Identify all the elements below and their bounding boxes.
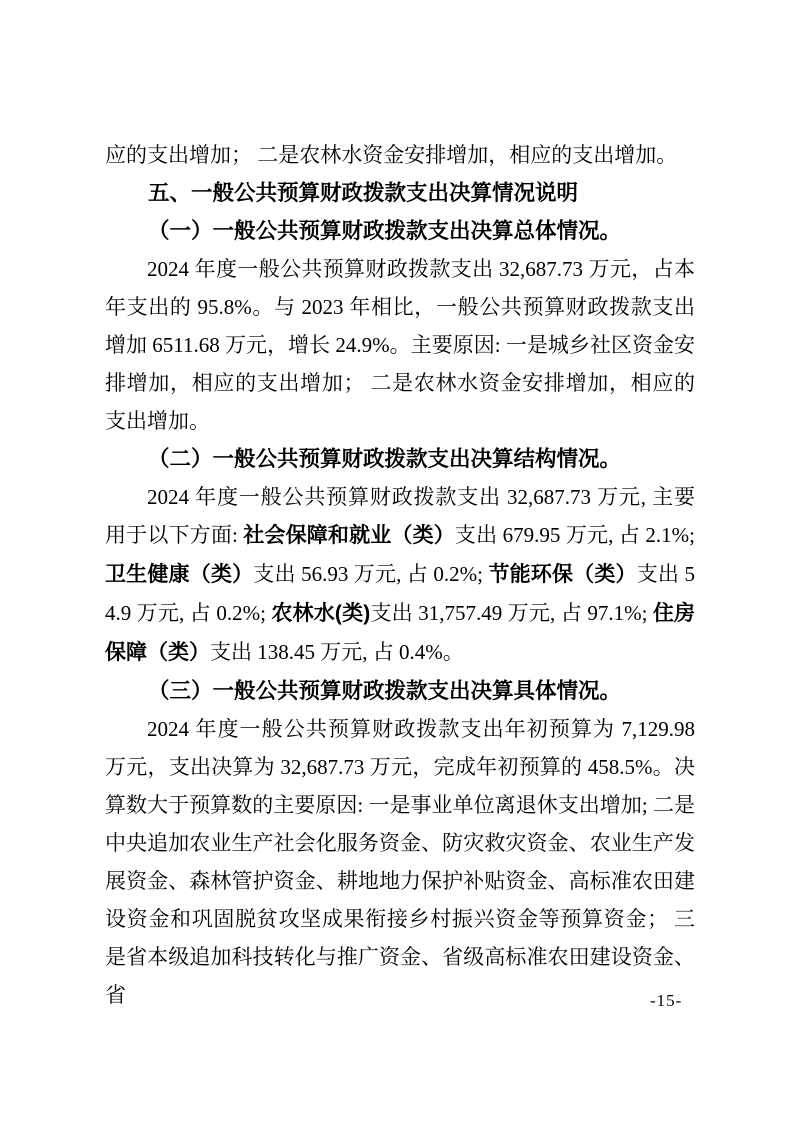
emphasis-text: 五、一般公共预算财政拨款支出决算情况说明	[148, 181, 579, 205]
heading2	[105, 440, 695, 478]
text-run: 支出 31,757.49 万元, 占 97.1%;	[370, 601, 653, 625]
heading2	[105, 672, 695, 710]
emphasis-text: 农林水(类)	[271, 602, 371, 625]
paragraph	[105, 710, 695, 1014]
text-run: 支出 138.45 万元, 占 0.4%。	[210, 640, 464, 664]
text-run: 支出 679.95 万元, 占 2.1%;	[454, 523, 695, 547]
text-run: 2024 年度一般公共预算财政拨款支出年初预算为 7,129.98 万元，支出决算为 32,687.73 万元，完成年初预算的 458.5%。决算数大于预算数的主要原因: 一是事业单位离退休支出增加; 二是中央追加农业生产社会化服务资金、防灾救灾资金、农业生产发展资金、森林管护资金、耕地地力保护补贴资金、高标准农田建设资金和巩固脱贫攻坚成果衔接乡村振兴资金等预算资金； 三是省本级追加科技转化与推广资金、省级高标准农田建设资金、省	[105, 717, 695, 1007]
text-run: 2024 年度一般公共预算财政拨款支出 32,687.73 万元, 主要用于以下方面:	[105, 485, 695, 547]
emphasis-text: 住房保障（类）	[105, 602, 696, 664]
heading1	[105, 174, 695, 212]
emphasis-text: （一）一般公共预算财政拨款支出决算总体情况。	[148, 219, 622, 243]
text-run: 应的支出增加； 二是农林水资金安排增加，相应的支出增加。	[105, 143, 678, 167]
emphasis-text: 卫生健康（类）	[105, 563, 254, 586]
text-run: 支出 54.9 万元, 占 0.2%;	[105, 562, 696, 625]
paragraph	[105, 478, 695, 672]
emphasis-text: （二）一般公共预算财政拨款支出决算结构情况。	[148, 447, 622, 471]
body-continuation	[105, 136, 695, 174]
text-run: 支出 56.93 万元, 占 0.2%;	[253, 562, 489, 586]
paragraph	[105, 250, 695, 440]
page-number: -15-	[650, 991, 683, 1010]
emphasis-text: 社会保障和就业（类）	[243, 524, 455, 547]
text-run: 2024 年度一般公共预算财政拨款支出 32,687.73 万元，占本年支出的 95.8%。与 2023 年相比，一般公共预算财政拨款支出增加 6511.68 万元，增长 24.9%。主要原因: 一是城乡社区资金安排增加，相应的支出增加； 二是农林水资金安排增加，相应的支出增加。	[105, 257, 695, 433]
heading2	[105, 212, 695, 250]
emphasis-text: （三）一般公共预算财政拨款支出决算具体情况。	[148, 679, 622, 703]
document-body	[105, 136, 695, 1014]
emphasis-text: 节能环保（类）	[488, 563, 637, 586]
